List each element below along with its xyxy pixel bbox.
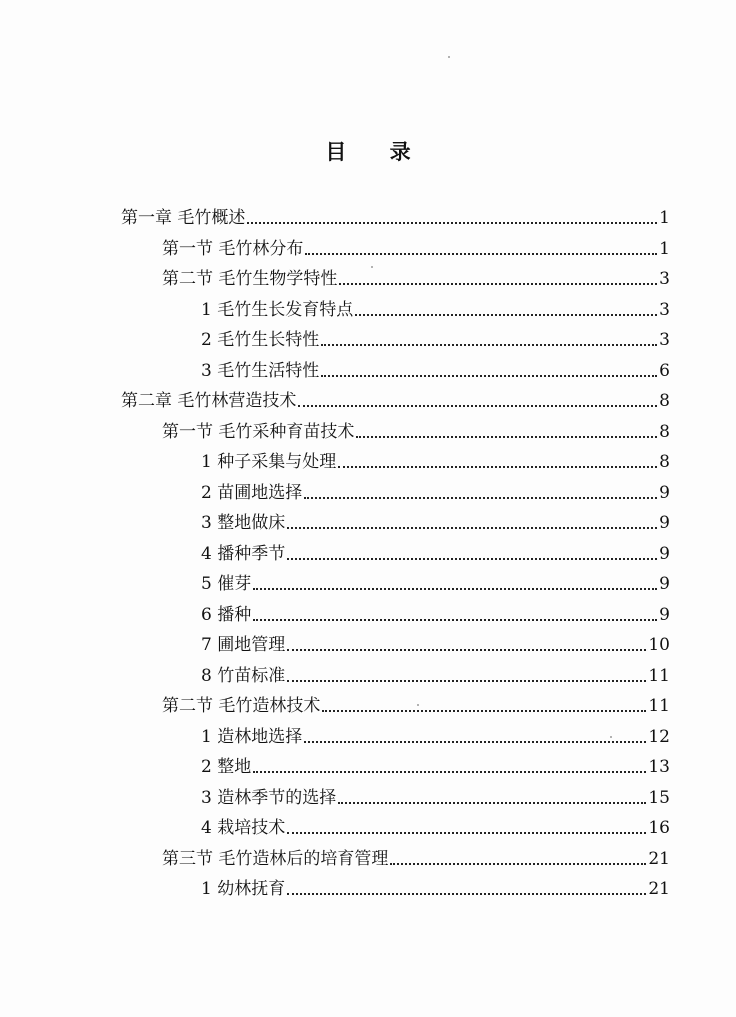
- toc-entry-page: 8: [659, 421, 670, 442]
- toc-dot-leader: [287, 527, 657, 529]
- toc-dot-leader: [322, 710, 646, 712]
- toc-entry-label: 2 整地: [201, 757, 252, 777]
- toc-entry: [201, 603, 670, 627]
- toc-entry: [201, 877, 670, 901]
- toc-entry: [201, 542, 670, 566]
- toc-dot-leader: [253, 588, 657, 590]
- toc-entry: [121, 206, 670, 230]
- toc-entry-label: 4 栽培技术: [201, 818, 286, 838]
- toc-entry: [201, 328, 670, 352]
- toc-entry-label: 1 毛竹生长发育特点: [201, 299, 354, 320]
- toc-entry: [162, 847, 670, 871]
- toc-entry: [201, 481, 670, 505]
- toc-entry-page: 8: [659, 391, 670, 411]
- toc-entry: [201, 572, 670, 596]
- toc-entry: [201, 664, 670, 688]
- toc-dot-leader: [304, 497, 657, 499]
- toc-entry-label: 第一节 毛竹采种育苗技术: [162, 421, 355, 442]
- toc-entry: [162, 420, 670, 444]
- toc-entry-label: 8 竹苗标准: [201, 665, 286, 686]
- toc-entry: [162, 694, 670, 718]
- toc-dot-leader: [305, 253, 657, 255]
- toc-dot-leader: [356, 436, 657, 438]
- toc-entry-page: 9: [659, 543, 670, 564]
- toc-entry: [162, 237, 670, 261]
- toc-dot-leader: [304, 741, 646, 743]
- toc-entry-label: 3 毛竹生活特性: [201, 360, 320, 381]
- toc-entry-label: 2 苗圃地选择: [201, 482, 303, 503]
- toc-entry: [201, 450, 670, 474]
- toc-dot-leader: [338, 466, 657, 468]
- toc-dot-leader: [287, 832, 646, 834]
- toc-dot-leader: [287, 558, 657, 560]
- toc-entry-page: 9: [659, 513, 670, 533]
- toc-entry-page: 3: [659, 299, 670, 320]
- toc-dot-leader: [287, 893, 646, 895]
- toc-entry: [201, 298, 670, 322]
- toc-entry-label: 第二节 毛竹生物学特性: [162, 269, 338, 289]
- toc-entry-page: 1: [659, 208, 670, 228]
- scan-speck: [371, 266, 373, 268]
- toc-entry: [201, 359, 670, 383]
- toc-entry-label: 7 圃地管理: [201, 635, 286, 655]
- toc-entry-label: 第一节 毛竹林分布: [162, 238, 304, 259]
- toc-entry-page: 13: [648, 757, 670, 777]
- toc-entry-label: 第三节 毛竹造林后的培育管理: [162, 848, 389, 869]
- toc-entry-label: 5 催芽: [201, 574, 252, 594]
- toc-entry-label: 第一章 毛竹概述: [121, 208, 246, 228]
- toc-entry-page: 1: [659, 238, 670, 259]
- toc-entry-label: 1 幼林抚育: [201, 879, 286, 899]
- toc-entry-page: 9: [659, 604, 670, 625]
- toc-entry-page: 11: [648, 696, 670, 716]
- toc-entry-page: 16: [648, 818, 670, 838]
- toc-dot-leader: [338, 802, 646, 804]
- toc-entry-page: 3: [659, 269, 670, 289]
- toc-entry-page: 9: [659, 574, 670, 594]
- scan-speck: [417, 704, 419, 706]
- toc-dot-leader: [253, 619, 657, 621]
- toc-entry-page: 8: [659, 452, 670, 472]
- toc-dot-leader: [287, 649, 646, 651]
- toc-entry-page: 21: [648, 879, 670, 899]
- toc-entry: [201, 511, 670, 535]
- toc-dot-leader: [321, 344, 657, 346]
- toc-dot-leader: [287, 680, 646, 682]
- toc-dot-leader: [253, 771, 646, 773]
- toc-entry-label: 1 种子采集与处理: [201, 452, 337, 472]
- toc-dot-leader: [247, 222, 657, 224]
- toc-entry-page: 12: [648, 726, 670, 747]
- toc-entry-page: 6: [659, 360, 670, 381]
- toc-entry-label: 第二节 毛竹造林技术: [162, 696, 321, 716]
- toc-entry-page: 3: [659, 330, 670, 350]
- scan-speck: [448, 56, 450, 58]
- page-title: 目 录: [325, 139, 429, 164]
- toc-entry: [162, 267, 670, 291]
- toc-entry-label: 3 造林季节的选择: [201, 787, 337, 808]
- toc-entry-page: 21: [648, 848, 670, 869]
- toc-dot-leader: [390, 863, 646, 865]
- toc-entry-page: 11: [648, 665, 670, 686]
- toc-entry-label: 第二章 毛竹林营造技术: [121, 391, 297, 411]
- toc-entry: [201, 725, 670, 749]
- toc-dot-leader: [339, 283, 657, 285]
- toc-entry: [201, 755, 670, 779]
- toc-dot-leader: [321, 375, 657, 377]
- toc-dot-leader: [298, 405, 657, 407]
- toc-entry-label: 2 毛竹生长特性: [201, 330, 320, 350]
- toc-entry-label: 1 造林地选择: [201, 726, 303, 747]
- toc-entry: [201, 633, 670, 657]
- toc-entry-label: 4 播种季节: [201, 543, 286, 564]
- toc-dot-leader: [355, 314, 657, 316]
- toc-entry: [121, 389, 670, 413]
- toc-entry-page: 15: [648, 787, 670, 808]
- toc-entry-page: 9: [659, 482, 670, 503]
- toc-entry-label: 6 播种: [201, 604, 252, 625]
- toc-entry-page: 10: [648, 635, 670, 655]
- scan-speck: [610, 736, 612, 738]
- toc-entry: [201, 816, 670, 840]
- toc-entry: [201, 786, 670, 810]
- toc-entry-label: 3 整地做床: [201, 513, 286, 533]
